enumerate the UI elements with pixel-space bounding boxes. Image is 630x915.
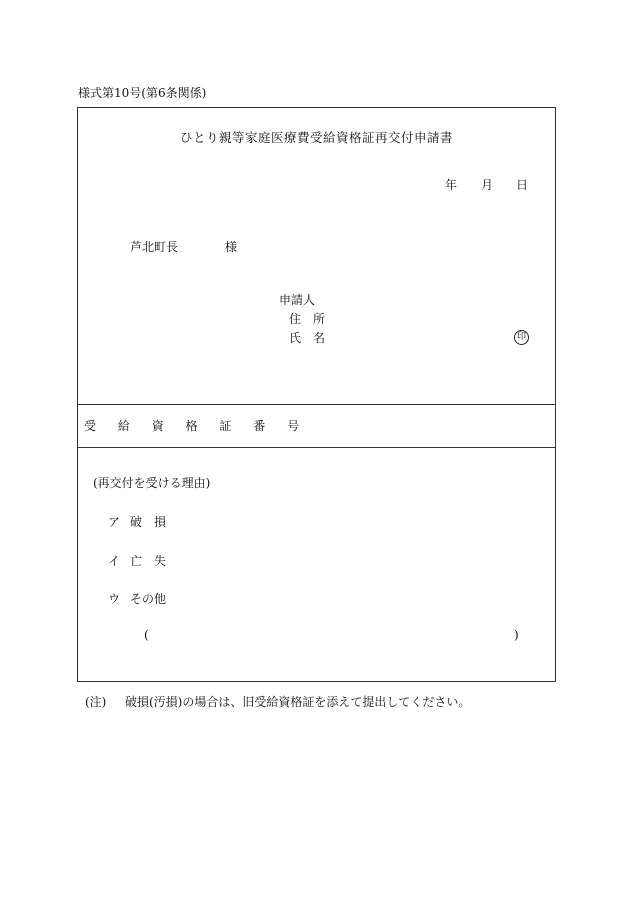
reason-option-letter: ア xyxy=(108,515,121,529)
certificate-number-char: 格 xyxy=(185,419,198,433)
reason-option-letter: ウ xyxy=(108,592,121,606)
addressee-honorific: 様 xyxy=(225,240,238,254)
applicant-label: 申請人 xyxy=(279,293,316,307)
seal-mark-icon: 印 xyxy=(514,330,529,345)
divider-line xyxy=(78,404,555,405)
name-label: 氏 名 xyxy=(289,331,326,345)
note-text: 破損(汚損)の場合は、旧受給資格証を添えて提出してください。 xyxy=(125,695,471,709)
application-form-frame xyxy=(77,107,556,682)
certificate-number-label xyxy=(84,417,317,434)
reason-option-label: 破 損 xyxy=(130,515,167,529)
other-reason-paren-close: ) xyxy=(514,628,519,642)
certificate-number-char: 受 xyxy=(84,419,97,433)
addressee-name: 芦北町長 xyxy=(130,240,179,254)
document-title: ひとり親等家庭医療費受給資格証再交付申請書 xyxy=(179,130,453,145)
reason-option-letter: イ xyxy=(108,554,121,568)
note-label: (注) xyxy=(85,695,107,709)
date-day-label: 日 xyxy=(516,178,529,192)
form-number: 様式第10号(第6条関係) xyxy=(78,86,207,100)
reason-title: (再交付を受ける理由) xyxy=(93,476,211,490)
date-year-label: 年 xyxy=(445,178,458,192)
certificate-number-char: 番 xyxy=(253,419,266,433)
certificate-number-char: 証 xyxy=(219,419,232,433)
divider-line xyxy=(78,447,555,448)
other-reason-paren-open: ( xyxy=(144,628,149,642)
certificate-number-char: 給 xyxy=(117,419,130,433)
date-month-label: 月 xyxy=(481,178,494,192)
address-label: 住 所 xyxy=(289,312,326,326)
certificate-number-char: 号 xyxy=(287,419,300,433)
reason-option-label: その他 xyxy=(130,592,167,606)
certificate-number-char: 資 xyxy=(151,419,164,433)
reason-option-label: 亡 失 xyxy=(130,554,167,568)
